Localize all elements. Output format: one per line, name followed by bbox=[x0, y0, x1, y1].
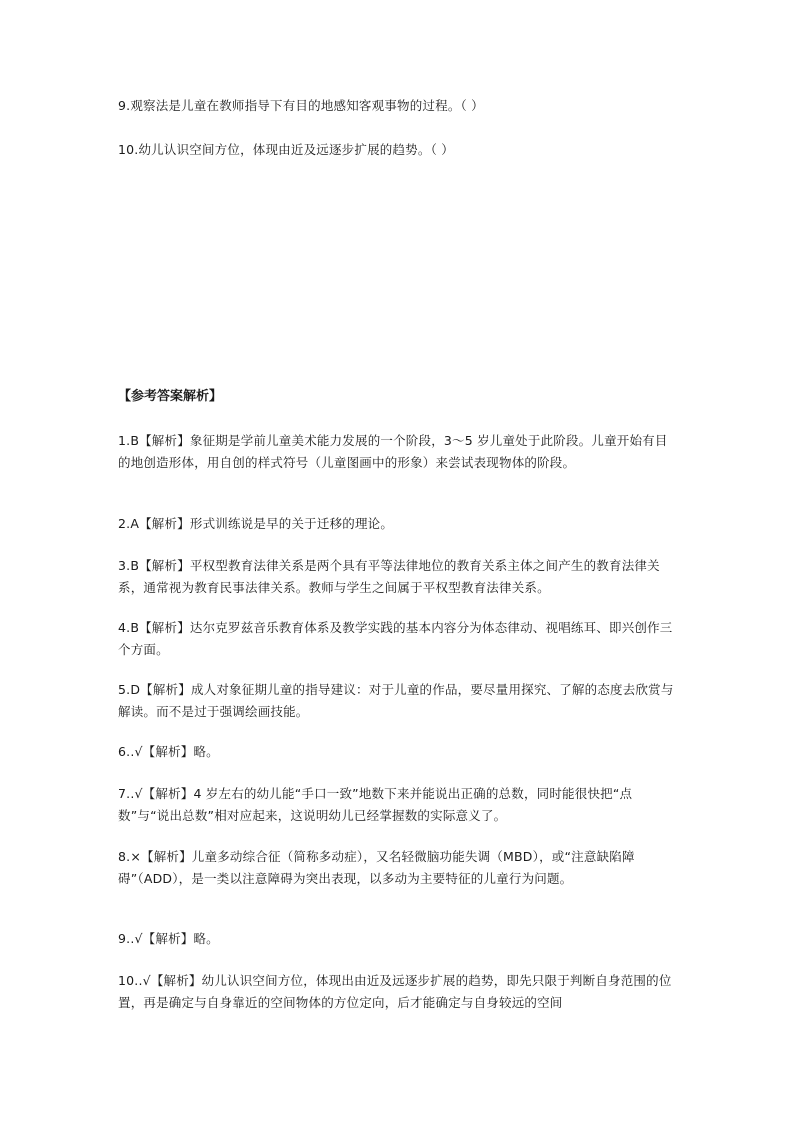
answer-6: 6..√【解析】略。 bbox=[118, 744, 219, 759]
answer-9: 9..√【解析】略。 bbox=[118, 931, 219, 946]
answer-8: 8.×【解析】儿童多动综合征（简称多动症），又名轻微脑功能失调（MBD），或“注意缺陷障碍”（ADD），是一类以注意障碍为突出表现，以多动为主要特征的儿童行为问题。 bbox=[118, 849, 635, 886]
answer-5: 5.D【解析】成人对象征期儿童的指导建议：对于儿童的作品，要尽量用探究、了解的态度去欣赏与解读。而不是过于强调绘画技能。 bbox=[118, 682, 674, 719]
answer-3: 3.B【解析】平权型教育法律关系是两个具有平等法律地位的教育关系主体之间产生的教育法律关系，通常视为教育民事法律关系。教师与学生之间属于平权型教育法律关系。 bbox=[118, 558, 660, 595]
question-10: 10.幼儿认识空间方位，体现由近及远逐步扩展的趋势。（ ） bbox=[118, 142, 454, 157]
answer-1: 1.B【解析】象征期是学前儿童美术能力发展的一个阶段，3～5 岁儿童处于此阶段。儿童开始有目的地创造形体，用自创的样式符号（儿童图画中的形象）来尝试表现物体的阶段。 bbox=[118, 433, 668, 470]
question-9: 9.观察法是儿童在教师指导下有目的地感知客观事物的过程。（ ） bbox=[118, 98, 484, 113]
answer-4: 4.B【解析】达尔克罗兹音乐教育体系及教学实践的基本内容分为体态律动、视唱练耳、即兴创作三个方面。 bbox=[118, 620, 673, 657]
answers-heading: 【参考答案解析】 bbox=[118, 389, 223, 404]
answer-2: 2.A【解析】形式训练说是早的关于迁移的理论。 bbox=[118, 516, 394, 531]
answer-7: 7..√【解析】4 岁左右的幼儿能“手口一致”地数下来并能说出正确的总数，同时能很快把“点数”与“说出总数”相对应起来，这说明幼儿已经掌握数的实际意义了。 bbox=[118, 786, 633, 823]
answer-10: 10..√【解析】幼儿认识空间方位，体现出由近及远逐步扩展的趋势，即先只限于判断自身范围的位置，再是确定与自身靠近的空间物体的方位定向，后才能确定与自身较远的空间 bbox=[118, 973, 672, 1010]
